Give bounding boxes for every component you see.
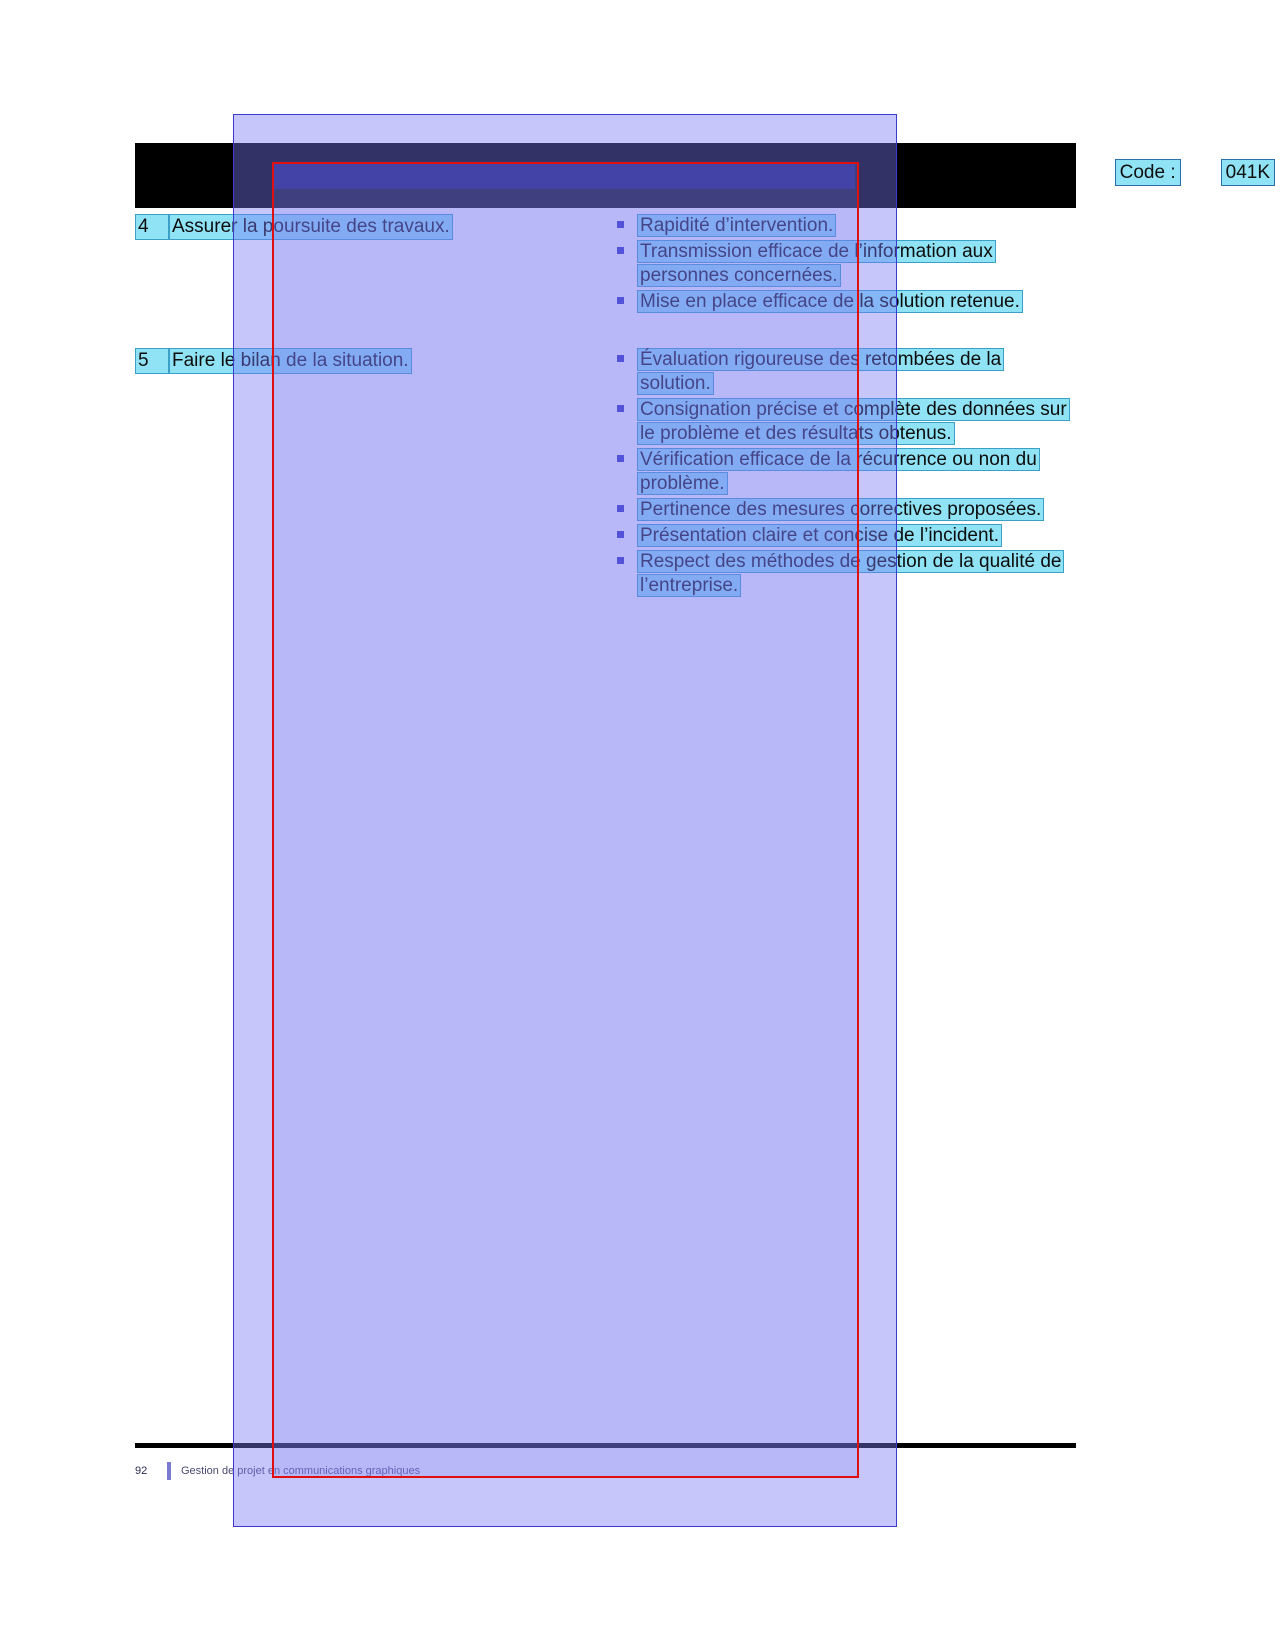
row-spacer — [135, 316, 1080, 348]
criteria-list — [613, 348, 1080, 598]
footer-divider — [135, 1443, 1076, 1448]
criterion-text: Présentation claire et concise de l’incident. — [637, 524, 1002, 547]
task-label: Assurer la poursuite des travaux. — [169, 214, 453, 240]
list-item — [613, 348, 1080, 396]
bullet-icon — [617, 355, 624, 362]
list-item — [613, 550, 1080, 598]
task-cell — [135, 214, 605, 240]
bullet-icon — [617, 557, 624, 564]
criteria-cell — [605, 348, 1080, 600]
task — [135, 348, 605, 374]
task-number: 5 — [135, 348, 169, 374]
criterion-text: Mise en place efficace de la solution retenue. — [637, 290, 1023, 313]
task-cell — [135, 348, 605, 374]
criteria-list — [613, 214, 1080, 314]
header-title-bar — [272, 162, 855, 189]
list-item — [613, 290, 1080, 314]
list-item — [613, 240, 1080, 288]
bullet-icon — [617, 505, 624, 512]
content-area — [135, 214, 1080, 600]
code-label: Code : — [1115, 159, 1181, 186]
criterion-text: Respect des méthodes de gestion de la qualité de l’entreprise. — [637, 550, 1064, 597]
criterion-text: Pertinence des mesures correctives proposées. — [637, 498, 1044, 521]
list-item — [613, 524, 1080, 548]
bullet-icon — [617, 405, 624, 412]
list-item — [613, 498, 1080, 522]
bullet-icon — [617, 297, 624, 304]
code-group — [1115, 159, 1275, 186]
table-row — [135, 348, 1080, 600]
footer-title: Gestion de projet en communications graphiques — [181, 1465, 421, 1477]
page-footer — [135, 1462, 1076, 1480]
task — [135, 214, 605, 240]
criterion-text: Rapidité d’intervention. — [637, 214, 836, 237]
list-item — [613, 214, 1080, 238]
task-label: Faire le bilan de la situation. — [169, 348, 412, 374]
page-number: 92 — [135, 1465, 148, 1477]
table-row — [135, 214, 1080, 316]
criterion-text: Évaluation rigoureuse des retombées de la solution. — [637, 348, 1004, 395]
list-item — [613, 398, 1080, 446]
bullet-icon — [617, 531, 624, 538]
bullet-icon — [617, 247, 624, 254]
criteria-cell — [605, 214, 1080, 316]
list-item — [613, 448, 1080, 496]
criterion-text: Consignation précise et complète des données sur le problème et des résultats obtenus. — [637, 398, 1070, 445]
bullet-icon — [617, 455, 624, 462]
criterion-text: Transmission efficace de l’information aux personnes concernées. — [637, 240, 996, 287]
code-value: 041K — [1221, 159, 1275, 186]
footer-separator-icon — [167, 1462, 171, 1480]
criterion-text: Vérification efficace de la récurrence ou non du problème. — [637, 448, 1040, 495]
task-number: 4 — [135, 214, 169, 240]
bullet-icon — [617, 221, 624, 228]
